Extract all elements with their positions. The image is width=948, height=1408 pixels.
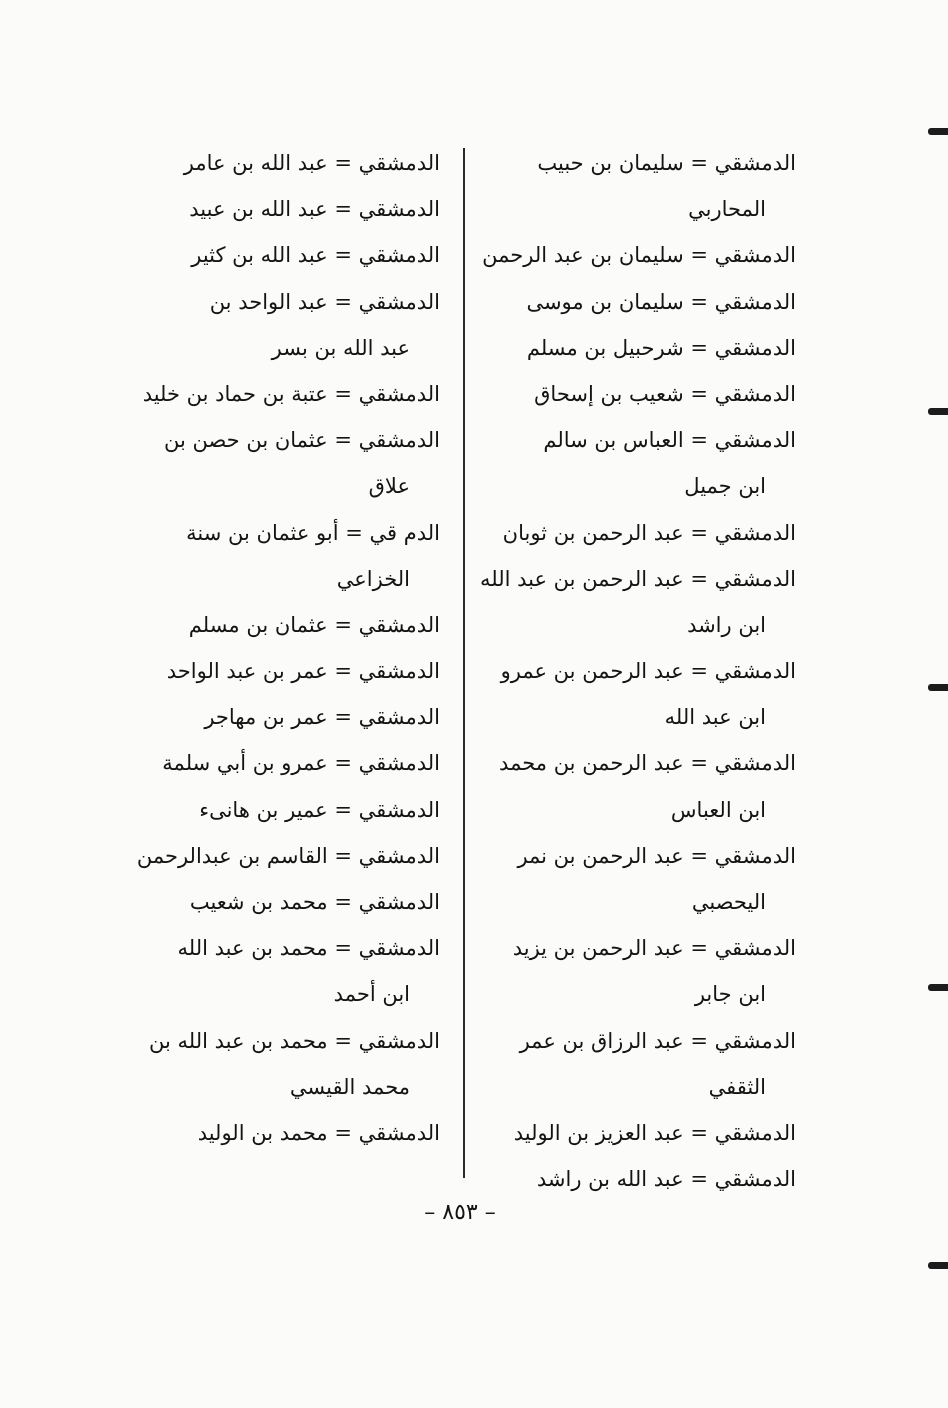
index-entry: الدم قي = أبو عثمان بن سنة	[186, 520, 440, 545]
index-entry: الدمشقي = عمر بن عبد الواحد	[166, 659, 440, 684]
index-entry: الدمشقي = عمير بن هانىء	[199, 797, 440, 822]
index-entry: الدمشقي = شرحبيل بن مسلم	[526, 335, 796, 360]
column-divider	[463, 148, 465, 1178]
margin-mark	[928, 684, 948, 691]
entry-continuation: ابن العباس	[670, 797, 766, 822]
index-entry: الدمشقي = عبد الرحمن بن نمر	[517, 843, 796, 868]
margin-mark	[928, 984, 948, 991]
index-entry: الدمشقي = عمر بن مهاجر	[204, 705, 440, 730]
index-entry: الدمشقي = عبد الرحمن بن ثوبان	[502, 520, 796, 545]
index-entry: الدمشقي = عبد الله بن عامر	[183, 151, 440, 175]
margin-mark	[928, 128, 948, 135]
entry-continuation: علاق	[368, 474, 410, 499]
index-entry: الدمشقي = عبد الله بن كثير	[191, 243, 440, 268]
index-entry: الدمشقي = محمد بن عبد الله	[177, 936, 440, 961]
index-entry: الدمشقي = سليمان بن موسى	[526, 289, 796, 314]
entry-continuation: الثقفي	[708, 1074, 766, 1099]
index-entry: الدمشقي = عثمان بن حصن بن	[163, 428, 440, 453]
index-entry: الدمشقي = القاسم بن عبدالرحمن	[136, 843, 440, 868]
entry-continuation: ابن جميل	[684, 474, 766, 499]
entry-continuation: عبد الله بن بسر	[271, 335, 410, 360]
index-entry: الدمشقي = شعيب بن إسحاق	[534, 381, 796, 406]
page-number: – ٨٥٣ –	[424, 1200, 496, 1225]
index-entry: الدمشقي = عبد الرحمن بن يزيد	[512, 936, 796, 961]
index-entry: الدمشقي = محمد بن الوليد	[197, 1120, 440, 1145]
left-column	[128, 140, 440, 1156]
entry-continuation: ابن أحمد	[333, 982, 410, 1007]
index-entry: الدمشقي = عبد الرحمن بن محمد	[499, 751, 796, 776]
index-entry: الدمشقي = سليمان بن عبد الرحمن	[482, 243, 796, 268]
index-entry: الدمشقي = عتبة بن حماد بن خليد	[142, 381, 440, 406]
index-entry: الدمشقي = عبد الرحمن بن عبد الله	[480, 566, 796, 591]
index-entry: الدمشقي = العباس بن سالم	[543, 428, 796, 453]
index-entry: الدمشقي = عبد الرحمن بن عمرو	[500, 659, 796, 684]
entry-continuation: ابن جابر	[694, 982, 766, 1007]
index-entry: الدمشقي = عبد الله بن عبيد	[189, 197, 440, 222]
entry-continuation: محمد القيسي	[289, 1074, 410, 1099]
entry-continuation: ابن عبد الله	[664, 705, 766, 730]
index-entry: الدمشقي = عبد الله بن راشد	[536, 1167, 796, 1192]
index-entry: الدمشقي = محمد بن شعيب	[189, 890, 440, 914]
index-entry: الدمشقي = عبد الرزاق بن عمر	[519, 1028, 796, 1053]
entry-continuation: المحاربي	[688, 197, 766, 222]
margin-mark	[928, 1262, 948, 1269]
index-entry: الدمشقي = عثمان بن مسلم	[188, 612, 440, 637]
index-entry: الدمشقي = عمرو بن أبي سلمة	[162, 751, 440, 776]
margin-mark	[928, 408, 948, 415]
entry-continuation: اليحصبي	[691, 890, 766, 914]
index-entry: الدمشقي = محمد بن عبد الله بن	[149, 1028, 440, 1053]
index-entry: الدمشقي = عبد الواحد بن	[209, 289, 440, 314]
index-entry: الدمشقي = عبد العزيز بن الوليد	[513, 1120, 796, 1145]
entry-continuation: ابن راشد	[687, 612, 766, 637]
entry-continuation: الخزاعي	[336, 566, 410, 591]
index-entry: الدمشقي = سليمان بن حبيب	[537, 151, 796, 175]
right-column	[480, 140, 796, 1202]
